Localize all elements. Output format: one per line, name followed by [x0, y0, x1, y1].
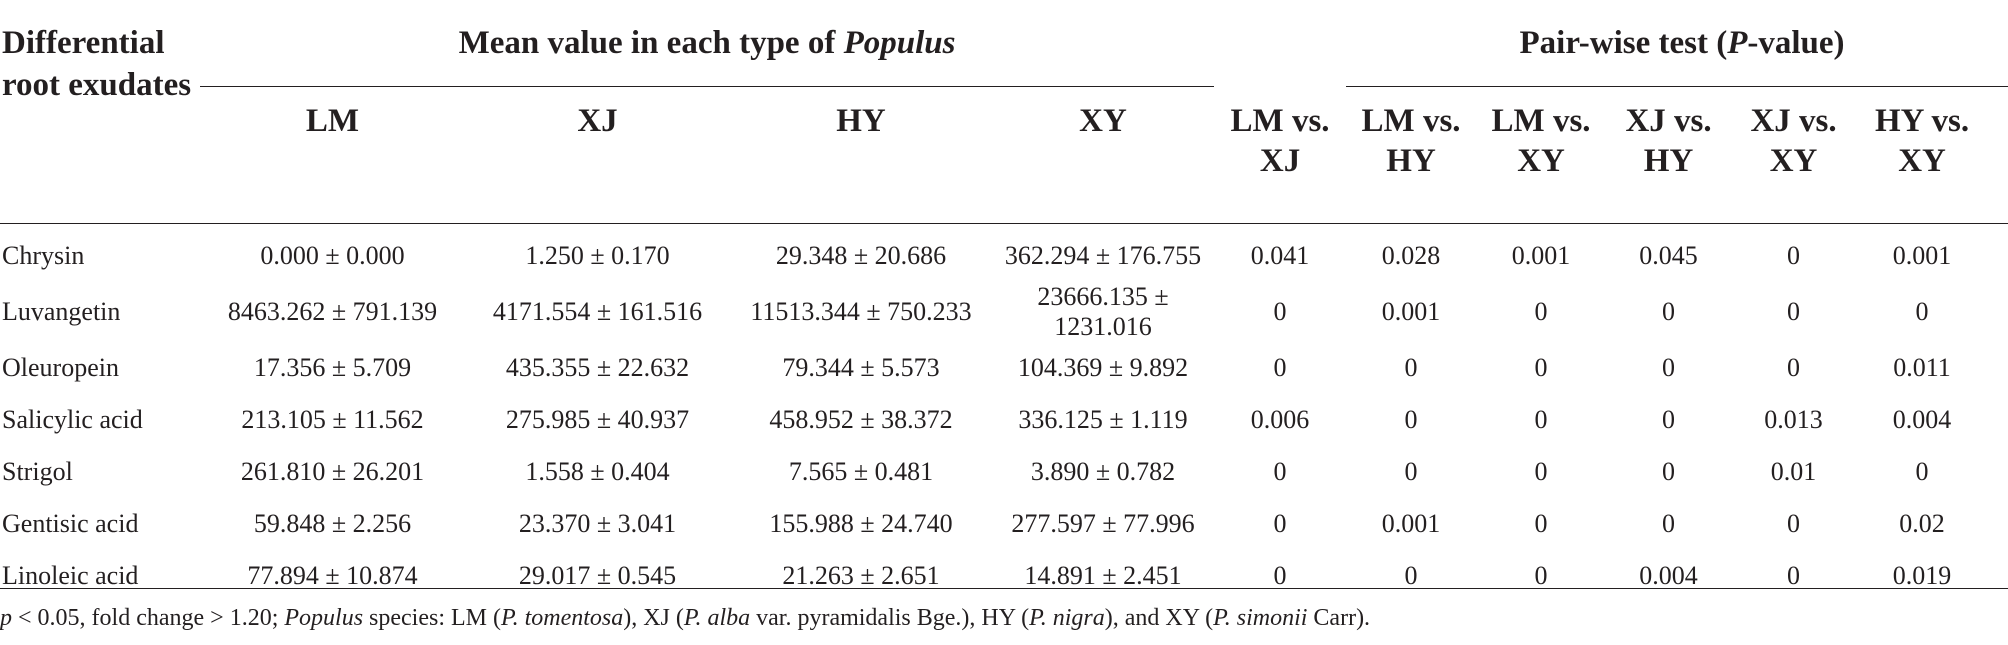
- p-value-cell: 0: [1273, 509, 1287, 538]
- mean-value-cell: 29.348 ± 20.686: [775, 241, 947, 270]
- table-footnote: p < 0.05, fold change > 1.20; Populus species: LM (P. tomentosa), XJ (P. alba var. pyramidalis Bge.), HY (P. nigra), and XY (P. simonii Carr).: [0, 588, 2008, 633]
- p-value-cell: 0.001: [1892, 241, 1952, 270]
- p-value-cell: 0: [1662, 509, 1676, 538]
- col-header-xj-vs-xy: XJ vs. XY: [1750, 103, 1837, 179]
- p-value-cell: 0.045: [1639, 241, 1698, 270]
- p-value-cell: 0: [1273, 561, 1287, 590]
- row-label-header: Differential root exudates: [2, 25, 192, 103]
- mean-value-cell: 17.356 ± 5.709: [253, 353, 412, 382]
- exudate-name-cell: Strigol: [2, 457, 73, 486]
- mean-value-cell: 14.891 ± 2.451: [1024, 561, 1182, 590]
- p-value-cell: 0: [1915, 457, 1929, 486]
- mean-value-cell: 458.952 ± 38.372: [769, 405, 953, 434]
- p-value-cell: 0.013: [1764, 405, 1823, 434]
- table-row: [0, 446, 2008, 498]
- col-header-xj-vs-hy: XJ vs. HY: [1625, 103, 1712, 179]
- mean-value-cell: 213.105 ± 11.562: [241, 405, 424, 434]
- mean-value-cell: 155.988 ± 24.740: [769, 509, 953, 538]
- mean-value-cell: 336.125 ± 1.119: [1018, 405, 1188, 434]
- pairwise-group-header: Pair-wise test (P-value): [1346, 0, 2008, 87]
- mean-value-cell: 104.369 ± 9.892: [1017, 353, 1189, 382]
- p-value-cell: 0.001: [1511, 241, 1571, 270]
- p-value-cell: 0.011: [1893, 353, 1951, 382]
- genus-italic: Populus: [843, 25, 956, 61]
- mean-value-cell: 11513.344 ± 750.233: [750, 297, 972, 326]
- col-header-lm: LM: [305, 103, 360, 139]
- p-value-cell: 0.006: [1250, 405, 1310, 434]
- mean-value-cell: 362.294 ± 176.755: [1004, 241, 1202, 270]
- mean-value-cell: 7.565 ± 0.481: [788, 457, 934, 486]
- p-value-cell: 0.041: [1250, 241, 1310, 270]
- p-value-cell: 0: [1915, 297, 1929, 326]
- mean-value-cell: 277.597 ± 77.996: [1011, 509, 1195, 538]
- table-body: [0, 224, 2008, 603]
- col-header-xj: XJ: [577, 103, 618, 139]
- col-header-lm-vs-hy: LM vs. HY: [1361, 103, 1461, 179]
- p-value-cell: 0.028: [1381, 241, 1441, 270]
- column-header-row: [0, 87, 2008, 224]
- p-value-cell: 0: [1787, 509, 1801, 538]
- col-header-lm-vs-xj: LM vs. XJ: [1230, 102, 1330, 179]
- mean-value-cell: 261.810 ± 26.201: [240, 457, 425, 486]
- mean-value-cell: 4171.554 ± 161.516: [492, 297, 703, 326]
- table-row: [0, 282, 2008, 342]
- table-row: [0, 498, 2008, 550]
- p-value-cell: 0: [1787, 297, 1801, 326]
- group-header-row: [0, 0, 2008, 87]
- mean-value-cell: 8463.262 ± 791.139: [227, 297, 438, 326]
- col-header-xy: XY: [1079, 103, 1127, 139]
- p-value-cell: 0: [1662, 457, 1676, 486]
- mean-value-cell: 21.263 ± 2.651: [782, 561, 940, 590]
- mean-value-cell: 29.017 ± 0.545: [518, 561, 677, 590]
- p-value-cell: 0: [1534, 457, 1548, 486]
- p-value-cell: 0.001: [1381, 509, 1441, 538]
- header-spacer: [1214, 0, 1346, 87]
- exudate-name-cell: Linoleic acid: [2, 561, 139, 590]
- mean-value-cell: 3.890 ± 0.782: [1030, 457, 1176, 486]
- p-value-cell: 0: [1534, 353, 1548, 382]
- col-header-hy-vs-xy: HY vs. XY: [1874, 103, 1970, 179]
- p-value-cell: 0: [1662, 405, 1676, 434]
- p-value-cell: 0: [1404, 353, 1418, 382]
- mean-value-cell: 275.985 ± 40.937: [505, 405, 690, 434]
- p-value-cell: 0: [1662, 353, 1676, 382]
- mean-value-cell: 23666.135 ± 1231.016: [1037, 282, 1169, 341]
- p-value-cell: 0: [1404, 561, 1418, 590]
- exudate-name-cell: Oleuropein: [2, 353, 119, 382]
- p-value-cell: 0: [1273, 353, 1287, 382]
- p-value-cell: 0.004: [1892, 405, 1952, 434]
- mean-value-cell: 79.344 ± 5.573: [782, 353, 940, 382]
- mean-value-cell: 0.000 ± 0.000: [260, 241, 405, 270]
- p-value-cell: 0: [1787, 353, 1801, 382]
- p-value-cell: 0: [1404, 457, 1418, 486]
- p-value-cell: 0.001: [1381, 297, 1441, 326]
- p-value-cell: 0.01: [1770, 457, 1817, 486]
- mean-value-cell: 1.558 ± 0.404: [525, 457, 670, 486]
- p-value-cell: 0.004: [1639, 561, 1698, 590]
- p-value-cell: 0: [1662, 297, 1676, 326]
- p-value-cell: 0: [1534, 405, 1548, 434]
- mean-value-cell: 435.355 ± 22.632: [505, 353, 690, 382]
- p-value-cell: 0: [1273, 297, 1287, 326]
- p-value-cell: 0: [1534, 561, 1548, 590]
- mean-value-cell: 77.894 ± 10.874: [247, 561, 418, 590]
- table-row: [0, 394, 2008, 446]
- exudate-name-cell: Chrysin: [2, 241, 85, 270]
- p-value-cell: 0: [1787, 241, 1801, 270]
- p-value-cell: 0.019: [1892, 561, 1952, 590]
- p-value-cell: 0.02: [1899, 509, 1945, 538]
- mean-group-header: Mean value in each type of Populus: [200, 0, 1214, 87]
- p-value-cell: 0: [1534, 509, 1548, 538]
- table-row: [0, 224, 2008, 283]
- exudate-name-cell: Luvangetin: [2, 297, 121, 326]
- mean-value-cell: 59.848 ± 2.256: [253, 509, 412, 538]
- col-header-lm-vs-xy: LM vs. XY: [1491, 103, 1591, 179]
- p-value-cell: 0: [1534, 297, 1548, 326]
- mean-value-cell: 23.370 ± 3.041: [518, 509, 677, 538]
- p-value-cell: 0: [1404, 405, 1418, 434]
- mean-value-cell: 1.250 ± 0.170: [525, 241, 670, 270]
- exudate-name-cell: Salicylic acid: [2, 405, 143, 434]
- p-value-cell: 0: [1787, 561, 1801, 590]
- exudate-name-cell: Gentisic acid: [2, 509, 139, 538]
- col-header-hy: HY: [836, 103, 886, 139]
- p-value-cell: 0: [1273, 457, 1287, 486]
- table-row: [0, 342, 2008, 394]
